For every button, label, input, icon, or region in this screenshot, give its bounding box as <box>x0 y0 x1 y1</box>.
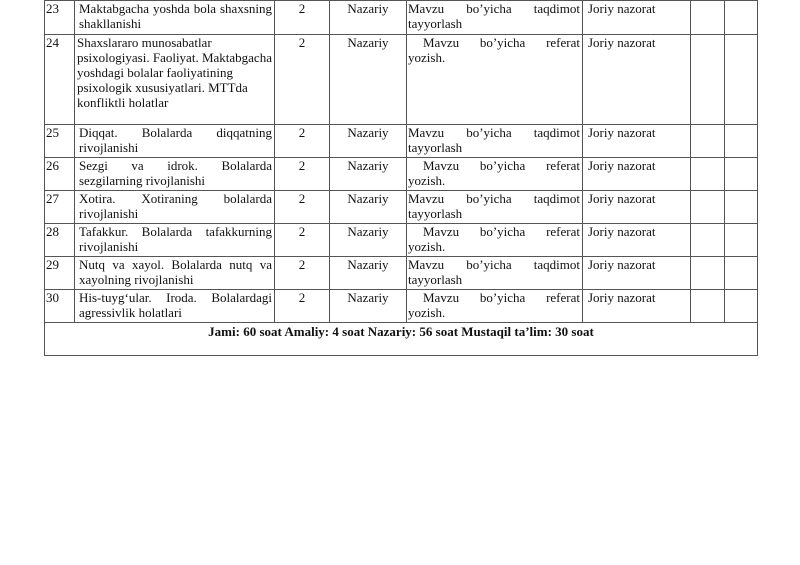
row-number: 26 <box>45 158 75 191</box>
topic-cell: Sezgi va idrok. Bolalarda sezgilarning rivojlanishi <box>75 158 275 191</box>
curriculum-table <box>44 0 758 356</box>
control-type-cell: Joriy nazorat <box>583 224 691 257</box>
empty-cell <box>691 224 725 257</box>
hours-cell: 2 <box>275 158 330 191</box>
independent-task-cell: Mavzu bo’yicha taqdimot tayyorlash <box>407 257 583 290</box>
control-type-cell: Joriy nazorat <box>583 158 691 191</box>
empty-cell <box>691 191 725 224</box>
independent-task-cell: Mavzu bo’yicha referat yozish. <box>407 224 583 257</box>
topic-cell: Nutq va xayol. Bolalarda nutq va xayolning rivojlanishi <box>75 257 275 290</box>
table-row <box>45 1 758 35</box>
lesson-type-cell: Nazariy <box>330 191 407 224</box>
empty-cell <box>691 290 725 323</box>
lesson-type-cell: Nazariy <box>330 125 407 158</box>
independent-task-cell: Mavzu bo’yicha referat yozish. <box>407 290 583 323</box>
independent-task-cell: Mavzu bo’yicha referat yozish. <box>407 158 583 191</box>
hours-cell: 2 <box>275 224 330 257</box>
lesson-type-cell: Nazariy <box>330 290 407 323</box>
hours-cell: 2 <box>275 125 330 158</box>
topic-cell: Maktabgacha yoshda bola shaxsning shakllanishi <box>75 1 275 35</box>
empty-cell <box>691 35 725 125</box>
topic-cell: Xotira. Xotiraning bolalarda rivojlanishi <box>75 191 275 224</box>
row-number: 25 <box>45 125 75 158</box>
topic-cell: Tafakkur. Bolalarda tafakkurning rivojlanishi <box>75 224 275 257</box>
total-row <box>45 323 758 356</box>
empty-cell <box>725 290 758 323</box>
empty-cell <box>725 224 758 257</box>
hours-cell: 2 <box>275 35 330 125</box>
empty-cell <box>725 35 758 125</box>
table-row <box>45 290 758 323</box>
row-number: 28 <box>45 224 75 257</box>
control-type-cell: Joriy nazorat <box>583 257 691 290</box>
empty-cell <box>725 1 758 35</box>
topic-cell: Shaxslararo munosabatlar psixologiyasi. Faoliyat. Maktabgacha yoshdagi bolalar faoliyatining psixologik xususiyatlari. MTTda konfliktli holatlar <box>75 35 275 125</box>
control-type-cell: Joriy nazorat <box>583 191 691 224</box>
empty-cell <box>725 158 758 191</box>
control-type-cell: Joriy nazorat <box>583 35 691 125</box>
row-number: 30 <box>45 290 75 323</box>
topic-cell: His-tuyg‘ular. Iroda. Bolalardagi agressivlik holatlari <box>75 290 275 323</box>
row-number: 23 <box>45 1 75 35</box>
independent-task-cell: Mavzu bo’yicha referat yozish. <box>407 35 583 125</box>
empty-cell <box>691 1 725 35</box>
empty-cell <box>725 125 758 158</box>
row-number: 24 <box>45 35 75 125</box>
control-type-cell: Joriy nazorat <box>583 125 691 158</box>
independent-task-cell: Mavzu bo’yicha taqdimot tayyorlash <box>407 191 583 224</box>
lesson-type-cell: Nazariy <box>330 224 407 257</box>
empty-cell <box>725 191 758 224</box>
topic-cell: Diqqat. Bolalarda diqqatning rivojlanishi <box>75 125 275 158</box>
table-row <box>45 224 758 257</box>
table-row <box>45 125 758 158</box>
independent-task-cell: Mavzu bo’yicha taqdimot tayyorlash <box>407 1 583 35</box>
row-number: 27 <box>45 191 75 224</box>
empty-cell <box>691 257 725 290</box>
empty-cell <box>691 158 725 191</box>
empty-cell <box>725 257 758 290</box>
table-row <box>45 257 758 290</box>
table-row <box>45 35 758 125</box>
control-type-cell: Joriy nazorat <box>583 1 691 35</box>
lesson-type-cell: Nazariy <box>330 158 407 191</box>
hours-cell: 2 <box>275 1 330 35</box>
table-row <box>45 191 758 224</box>
hours-cell: 2 <box>275 191 330 224</box>
hours-cell: 2 <box>275 257 330 290</box>
control-type-cell: Joriy nazorat <box>583 290 691 323</box>
table-row <box>45 158 758 191</box>
lesson-type-cell: Nazariy <box>330 1 407 35</box>
lesson-type-cell: Nazariy <box>330 257 407 290</box>
lesson-type-cell: Nazariy <box>330 35 407 125</box>
total-summary: Jami: 60 soat Amaliy: 4 soat Nazariy: 56 soat Mustaqil ta’lim: 30 soat <box>45 323 758 356</box>
empty-cell <box>691 125 725 158</box>
row-number: 29 <box>45 257 75 290</box>
hours-cell: 2 <box>275 290 330 323</box>
independent-task-cell: Mavzu bo’yicha taqdimot tayyorlash <box>407 125 583 158</box>
